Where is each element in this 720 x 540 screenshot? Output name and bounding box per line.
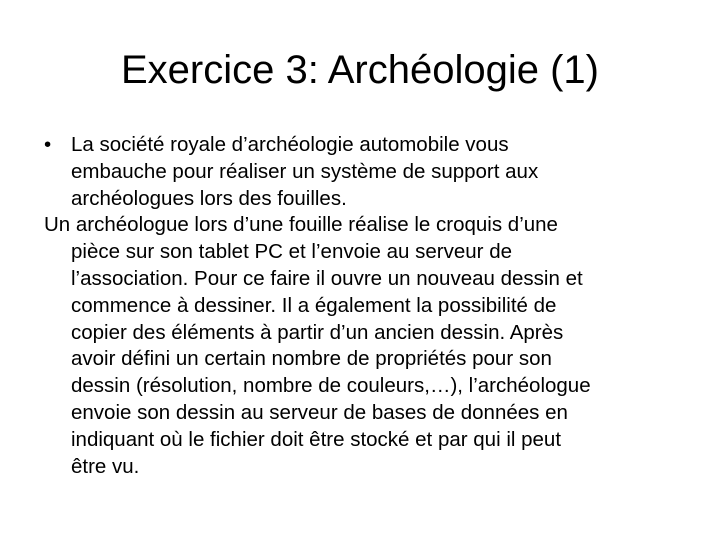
paragraph-line: dessin (résolution, nombre de couleurs,…), l’archéologue (71, 374, 591, 398)
bullet-marker: • (44, 133, 52, 156)
paragraph-line: indiquant où le fichier doit être stocké et par qui il peut (71, 427, 562, 451)
paragraph-line: envoie son dessin au serveur de bases de données en (71, 400, 568, 424)
bullet-line-text: La société royale d’archéologie automobile vous (71, 133, 509, 156)
paragraph-line: pièce sur son tablet PC et l’envoie au serveur de (71, 240, 513, 264)
paragraph-line: commence à dessiner. Il a également la possibilité de (71, 293, 557, 317)
paragraph-line: être vu. (71, 454, 140, 478)
description-paragraph (44, 212, 704, 480)
bullet-line (44, 132, 704, 159)
bullet-line: archéologues lors des fouilles. (71, 186, 347, 210)
slide-body (44, 132, 704, 480)
paragraph-line: Un archéologue lors d’une fouille réalise le croquis d’une (44, 213, 558, 237)
bullet-line: embauche pour réaliser un système de support aux (71, 159, 539, 183)
bullet-item (44, 132, 704, 212)
paragraph-line: avoir défini un certain nombre de propriétés pour son (71, 347, 552, 371)
paragraph-line: copier des éléments à partir d’un ancien dessin. Après (71, 320, 564, 344)
slide-title: Exercice 3: Archéologie (1) (120, 48, 599, 92)
paragraph-line: l’association. Pour ce faire il ouvre un nouveau dessin et (71, 266, 583, 290)
